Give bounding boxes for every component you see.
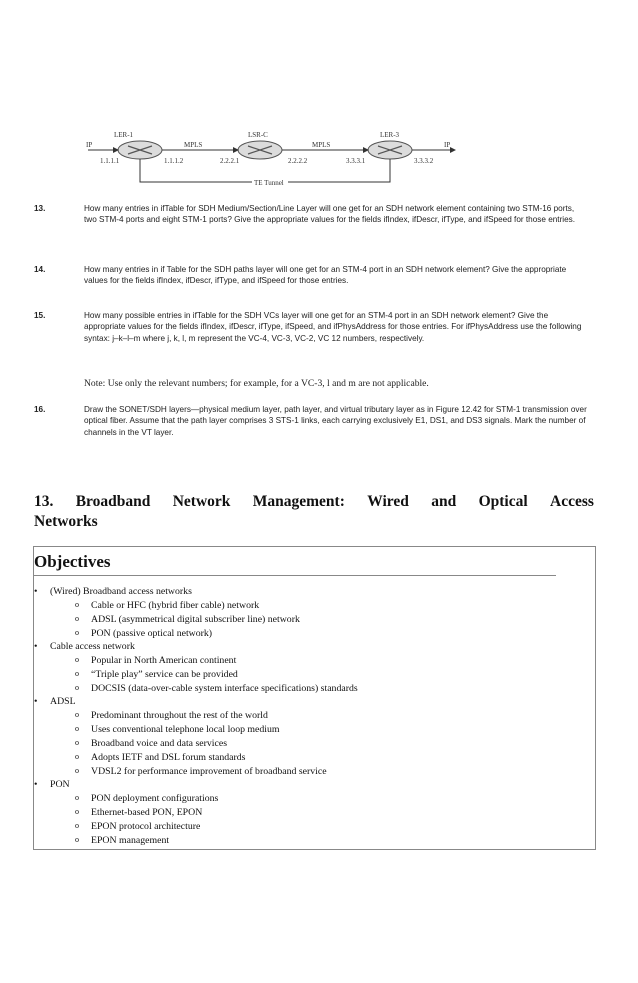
objectives-title: Objectives	[34, 552, 111, 571]
circle-bullet-icon: o	[75, 628, 79, 637]
question-text: Draw the SONET/SDH layers—physical medium layer, path layer, and virtual tributary layer as in Figure 12.42 for STM-1 transmission over optical fiber. Assume that the path layer comprises 3 STS-1 links, each carrying exclusively E1, DS1, and DS3 signals. Mark the number of channels in the VT layer.	[84, 405, 587, 437]
tunnel-label: TE Tunnel	[254, 179, 284, 187]
question-text: How many possible entries in ifTable for the SDH VCs layer will one get for an STM-4 port in an SDH network element? Give the appropriate values for the fields ifIndex, ifDescr, ifType, ifSpeed, and ifPhysAddress for those entries. For ifPhysAddress use the following syntax: j–k–l–m where j, k, l, m represent the VC-4, VC-3, VC-2, VC 12 numbers, respectively.	[84, 311, 582, 343]
heading-word: Optical	[478, 493, 528, 510]
address-label: 3.3.3.2	[414, 157, 434, 165]
question-number: 13.	[34, 204, 46, 213]
objective-subitem	[75, 710, 268, 721]
objective-subitem	[75, 807, 203, 818]
objective-text: Popular in North American continent	[91, 655, 237, 666]
address-label: 2.2.2.2	[288, 157, 308, 165]
edge-label: MPLS	[184, 141, 203, 149]
objective-text: Predominant throughout the rest of the world	[91, 710, 268, 721]
circle-bullet-icon: o	[75, 766, 79, 775]
objective-subitem	[75, 835, 170, 846]
node-label: LER-1	[114, 131, 134, 139]
objective-text: PON deployment configurations	[91, 793, 219, 804]
bullet-icon: •	[34, 586, 38, 597]
objectives-divider	[33, 575, 556, 576]
edge-label: IP	[86, 141, 93, 149]
bullet-icon: •	[34, 641, 38, 652]
objective-text: ADSL (asymmetrical digital subscriber line) network	[91, 614, 300, 625]
circle-bullet-icon: o	[75, 655, 79, 664]
objective-text: (Wired) Broadband access networks	[50, 586, 192, 597]
objective-text: ADSL	[50, 696, 76, 707]
chapter-heading	[34, 492, 594, 532]
objective-subitem	[75, 752, 246, 763]
heading-word: Wired	[367, 493, 409, 510]
heading-word: 13.	[34, 493, 54, 510]
objective-item	[34, 696, 76, 707]
heading-word: Access	[550, 493, 594, 510]
objective-subitem	[75, 821, 201, 832]
address-label: 3.3.3.1	[346, 157, 366, 165]
heading-word: Management:	[252, 493, 345, 510]
node-label: LSR-C	[248, 131, 268, 139]
objective-text: Uses conventional telephone local loop medium	[91, 724, 280, 735]
address-label: 2.2.2.1	[220, 157, 240, 165]
objective-text: EPON protocol architecture	[91, 821, 201, 832]
objective-item	[34, 641, 135, 652]
heading-word: and	[431, 493, 457, 510]
circle-bullet-icon: o	[75, 738, 79, 747]
objective-text: PON	[50, 779, 70, 790]
question-number: 14.	[34, 265, 46, 274]
objective-text: Cable access network	[50, 641, 135, 652]
circle-bullet-icon: o	[75, 614, 79, 623]
objective-subitem	[75, 655, 237, 666]
circle-bullet-icon: o	[75, 683, 79, 692]
objective-subitem	[75, 614, 300, 625]
objective-text: Broadband voice and data services	[91, 738, 228, 749]
circle-bullet-icon: o	[75, 807, 79, 816]
objective-text: Ethernet-based PON, EPON	[91, 807, 203, 818]
bullet-icon: •	[34, 696, 38, 707]
circle-bullet-icon: o	[75, 835, 79, 844]
objective-text: DOCSIS (data-over-cable system interface specifications) standards	[91, 683, 358, 694]
question-number: 15.	[34, 311, 46, 320]
objective-subitem	[75, 793, 219, 804]
router-icon	[118, 141, 162, 159]
question-text: How many entries in ifTable for SDH Medium/Section/Line Layer will one get for an SDH network element containing two STM-16 ports, two STM-4 ports and eight STM-1 ports? Give the appropriate values for the fields ifIndex, ifDescr, ifType, and ifSpeed for those entries.	[84, 204, 576, 225]
circle-bullet-icon: o	[75, 724, 79, 733]
address-label: 1.1.1.2	[164, 157, 184, 165]
circle-bullet-icon: o	[75, 752, 79, 761]
node-label: LER-3	[380, 131, 400, 139]
objective-subitem	[75, 724, 280, 735]
objective-subitem	[75, 669, 238, 680]
note-text: Note: Use only the relevant numbers; for example, for a VC-3, l and m are not applicable.	[84, 378, 429, 389]
objective-item	[34, 779, 70, 790]
circle-bullet-icon: o	[75, 821, 79, 830]
heading-line-2: Networks	[34, 513, 98, 530]
address-label: 1.1.1.1	[100, 157, 120, 165]
objective-text: Cable or HFC (hybrid fiber cable) network	[91, 600, 260, 611]
objective-subitem	[75, 683, 358, 694]
question-number: 16.	[34, 405, 46, 414]
objective-subitem	[75, 600, 260, 611]
question-text: How many entries in if Table for the SDH paths layer will one get for an STM-4 port in an SDH network element? Give the appropriate values for the fields ifIndex, ifDescr, ifType, and ifSpeed for those entries.	[84, 265, 567, 286]
objective-text: “Triple play” service can be provided	[91, 669, 238, 680]
circle-bullet-icon: o	[75, 793, 79, 802]
heading-word: Broadband	[75, 493, 151, 510]
edge-label: MPLS	[312, 141, 331, 149]
edge-label: IP	[444, 141, 451, 149]
objective-subitem	[75, 738, 228, 749]
objective-item	[34, 586, 192, 597]
router-icon	[368, 141, 412, 159]
circle-bullet-icon: o	[75, 710, 79, 719]
circle-bullet-icon: o	[75, 669, 79, 678]
objective-text: PON (passive optical network)	[91, 628, 213, 639]
objective-subitem	[75, 766, 327, 777]
heading-word: Network	[172, 493, 231, 510]
objective-text: VDSL2 for performance improvement of broadband service	[91, 766, 327, 777]
objective-text: Adopts IETF and DSL forum standards	[91, 752, 246, 763]
bullet-icon: •	[34, 779, 38, 790]
objective-text: EPON management	[91, 835, 170, 846]
mpls-te-tunnel-diagram	[80, 118, 480, 198]
objective-subitem	[75, 628, 213, 639]
router-icon	[238, 141, 282, 159]
circle-bullet-icon: o	[75, 600, 79, 609]
